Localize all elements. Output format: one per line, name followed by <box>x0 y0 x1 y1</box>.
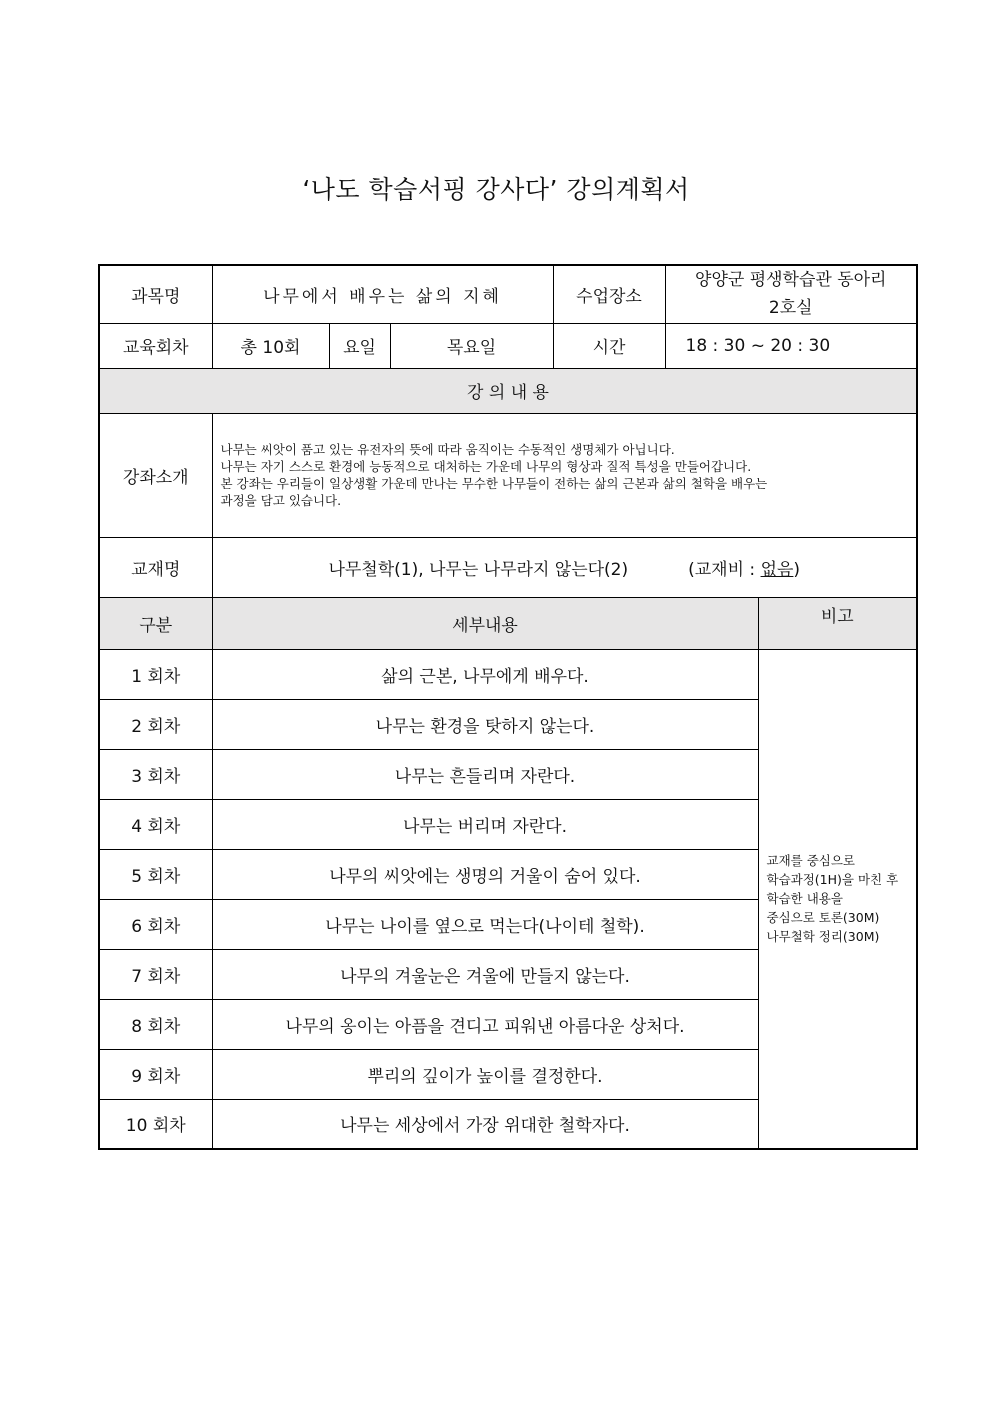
textbook-fee <box>688 560 800 580</box>
remark-line: 중심으로 토론(30M) <box>766 910 880 926</box>
time-value: 18 : 30 ~ 20 : 30 <box>665 323 917 368</box>
details-header: 세부내용 <box>212 597 758 649</box>
day-value: 목요일 <box>390 323 553 368</box>
session-content: 나무는 세상에서 가장 위대한 철학자다. <box>212 1099 758 1149</box>
time-label: 시간 <box>553 323 665 368</box>
intro-line: 과정을 담고 있습니다. <box>220 493 342 508</box>
textbook-fee-value: 없음 <box>760 559 794 580</box>
session-label: 10 회차 <box>99 1099 212 1149</box>
lecture-plan-table <box>98 264 918 1150</box>
schedule-header-row <box>99 597 917 649</box>
schedule-info-row <box>99 323 917 368</box>
venue-label: 수업장소 <box>553 265 665 323</box>
remarks-cell <box>758 649 917 1149</box>
venue-line-2: 2호실 <box>768 298 813 319</box>
session-label: 8 회차 <box>99 999 212 1049</box>
session-content: 뿌리의 깊이가 높이를 결정한다. <box>212 1049 758 1099</box>
remark-line: 교재를 중심으로 <box>766 853 855 869</box>
subject-value: 나무에서 배우는 삶의 지혜 <box>212 265 553 323</box>
remark-line: 나무철학 정리(30M) <box>766 929 880 945</box>
session-content: 나무는 흔들리며 자란다. <box>212 749 758 799</box>
intro-row <box>99 413 917 537</box>
session-label: 7 회차 <box>99 949 212 999</box>
textbook-row <box>99 537 917 597</box>
content-header-row <box>99 368 917 413</box>
session-label: 6 회차 <box>99 899 212 949</box>
session-label: 2 회차 <box>99 699 212 749</box>
textbook-fee-prefix: (교재비 : <box>688 559 761 580</box>
venue-line-1: 양양군 평생학습관 동아리 <box>695 270 887 291</box>
remark-line: 학습과정(1H)을 마친 후 <box>766 872 899 888</box>
course-row <box>99 265 917 323</box>
session-label: 9 회차 <box>99 1049 212 1099</box>
category-header: 구분 <box>99 597 212 649</box>
session-content: 나무는 버리며 자란다. <box>212 799 758 849</box>
document-title: ‘나도 학습서핑 강사다’ 강의계획서 <box>302 175 690 204</box>
session-content: 나무는 나이를 옆으로 먹는다(나이테 철학). <box>212 899 758 949</box>
remarks-header: 비고 <box>758 597 917 649</box>
session-content: 나무의 씨앗에는 생명의 거울이 숨어 있다. <box>212 849 758 899</box>
session-content: 나무의 옹이는 아픔을 견디고 피워낸 아름다운 상처다. <box>212 999 758 1049</box>
session-content: 나무는 환경을 탓하지 않는다. <box>212 699 758 749</box>
session-label: 1 회차 <box>99 649 212 699</box>
remark-line: 학습한 내용을 <box>766 891 843 907</box>
intro-line: 나무는 씨앗이 품고 있는 유전자의 뜻에 따라 움직이는 수동적인 생명체가 아닙니다. <box>220 442 675 457</box>
session-label: 5 회차 <box>99 849 212 899</box>
sessions-value: 총 10회 <box>212 323 329 368</box>
session-label: 3 회차 <box>99 749 212 799</box>
session-row <box>99 649 917 699</box>
content-header: 강 의 내 용 <box>99 368 917 413</box>
sessions-label: 교육회차 <box>99 323 212 368</box>
textbook-label: 교재명 <box>99 537 212 597</box>
intro-line: 본 강좌는 우리들이 일상생활 가운데 만나는 무수한 나무들이 전하는 삶의 근본과 삶의 철학을 배우는 <box>220 476 768 491</box>
textbook-name: 나무철학(1), 나무는 나무라지 않는다(2) <box>328 559 629 580</box>
session-content: 나무의 겨울눈은 겨울에 만들지 않는다. <box>212 949 758 999</box>
textbook-value <box>212 537 917 597</box>
intro-text <box>212 413 917 537</box>
session-label: 4 회차 <box>99 799 212 849</box>
day-label: 요일 <box>329 323 390 368</box>
intro-label: 강좌소개 <box>99 413 212 537</box>
session-content: 삶의 근본, 나무에게 배우다. <box>212 649 758 699</box>
intro-line: 나무는 자기 스스로 환경에 능동적으로 대처하는 가운데 나무의 형상과 질적 특성을 만들어갑니다. <box>220 459 752 474</box>
textbook-fee-suffix: ) <box>793 559 801 580</box>
venue-value <box>665 265 917 323</box>
subject-label: 과목명 <box>99 265 212 323</box>
